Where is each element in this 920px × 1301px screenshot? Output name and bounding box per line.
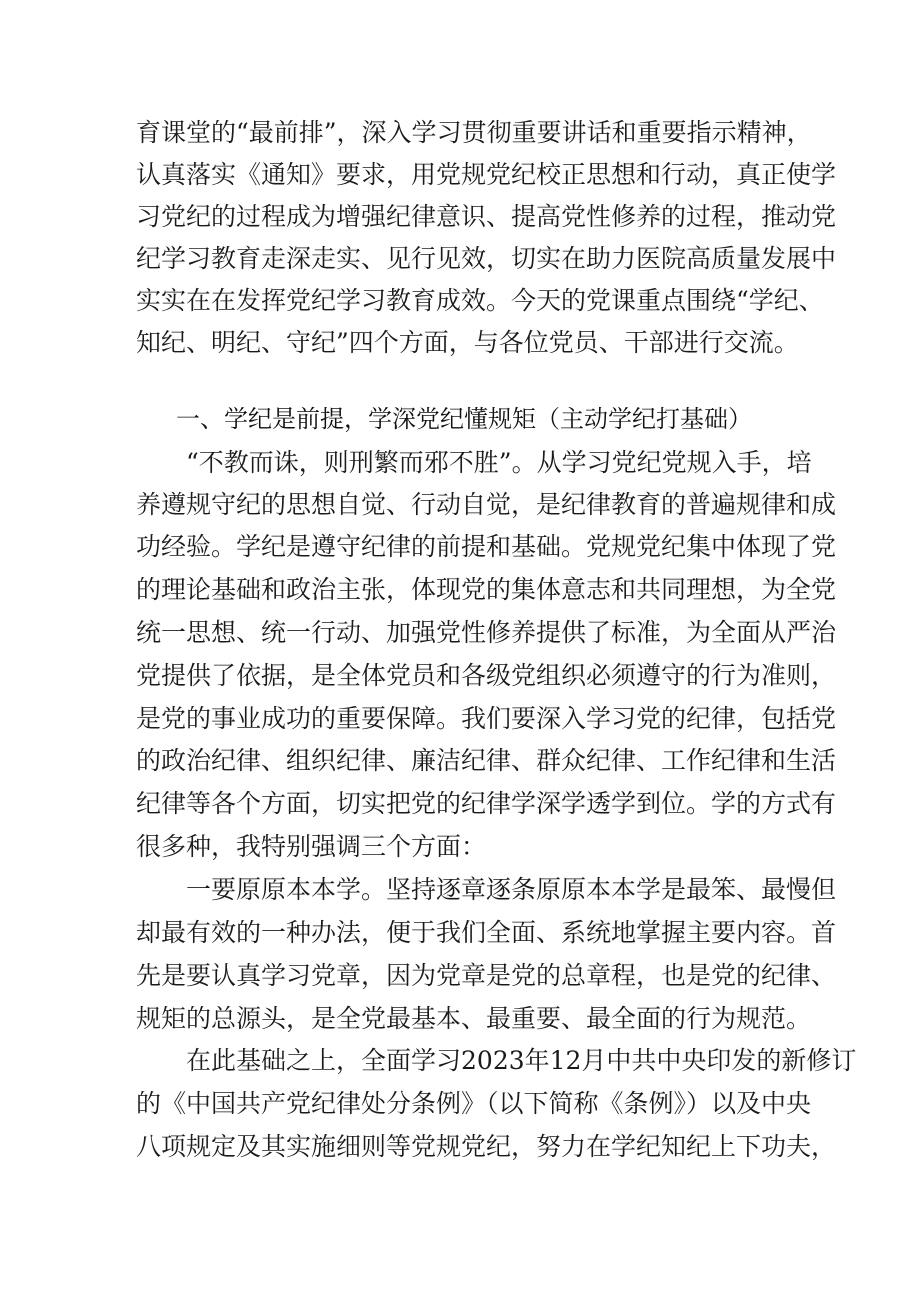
text-line: 习党纪的过程成为增强纪律意识、提高党性修养的过程，推动党: [136, 202, 837, 231]
text-line: 育课堂的“最前排”，深入学习贯彻重要讲话和重要指示精神，: [136, 118, 812, 147]
text-line: 养遵规守纪的思想自觉、行动自觉，是纪律教育的普遍规律和成: [136, 490, 837, 519]
text-line: 统一思想、统一行动、加强党性修养提供了标准，为全面从严治: [136, 618, 837, 647]
text-line: 规矩的总源头，是全党最基本、最重要、最全面的行为规范。: [136, 1004, 812, 1033]
text-line: 一要原原本本学。坚持逐章逐条原原本本学是最笨、最慢但: [186, 875, 837, 904]
section-heading: 一、学纪是前提，学深党纪懂规矩（主动学纪打基础）: [176, 405, 752, 433]
text-line: 的《中国共产党纪律处分条例》（以下简称《条例》）以及中央: [136, 1089, 812, 1118]
text-line: 的理论基础和政治主张，体现党的集体意志和共同理想，为全党: [136, 575, 837, 604]
text-line: 知纪、明纪、守纪”四个方面，与各位党员、干部进行交流。: [136, 328, 799, 357]
text-line: “不教而诛，则刑繁而邪不胜”。从学习党纪党规入手，培: [186, 448, 812, 477]
text-line: 在此基础之上，全面学习2023年12月中共中央印发的新修订: [186, 1046, 857, 1075]
text-line: 纪律等各个方面，切实把党的纪律学深学透学到位。学的方式有: [136, 789, 837, 818]
text-line: 先是要认真学习党章，因为党章是党的总章程，也是党的纪律、: [136, 961, 837, 990]
text-line: 认真落实《通知》要求，用党规党纪校正思想和行动，真正使学: [136, 160, 837, 189]
text-line: 很多种，我特别强调三个方面：: [136, 832, 487, 861]
text-line: 却最有效的一种办法，便于我们全面、系统地掌握主要内容。首: [136, 918, 837, 947]
text-line: 实实在在发挥党纪学习教育成效。今天的党课重点围绕“学纪、: [136, 286, 824, 315]
text-line: 功经验。学纪是遵守纪律的前提和基础。党规党纪集中体现了党: [136, 532, 837, 561]
text-line: 纪学习教育走深走实、见行见效，切实在助力医院高质量发展中: [136, 244, 837, 273]
text-line: 八项规定及其实施细则等党规党纪，努力在学纪知纪上下功夫，: [136, 1132, 837, 1161]
text-line: 党提供了依据，是全体党员和各级党组织必须遵守的行为准则，: [136, 661, 837, 690]
text-line: 的政治纪律、组织纪律、廉洁纪律、群众纪律、工作纪律和生活: [136, 746, 837, 775]
text-line: 是党的事业成功的重要保障。我们要深入学习党的纪律，包括党: [136, 704, 837, 733]
